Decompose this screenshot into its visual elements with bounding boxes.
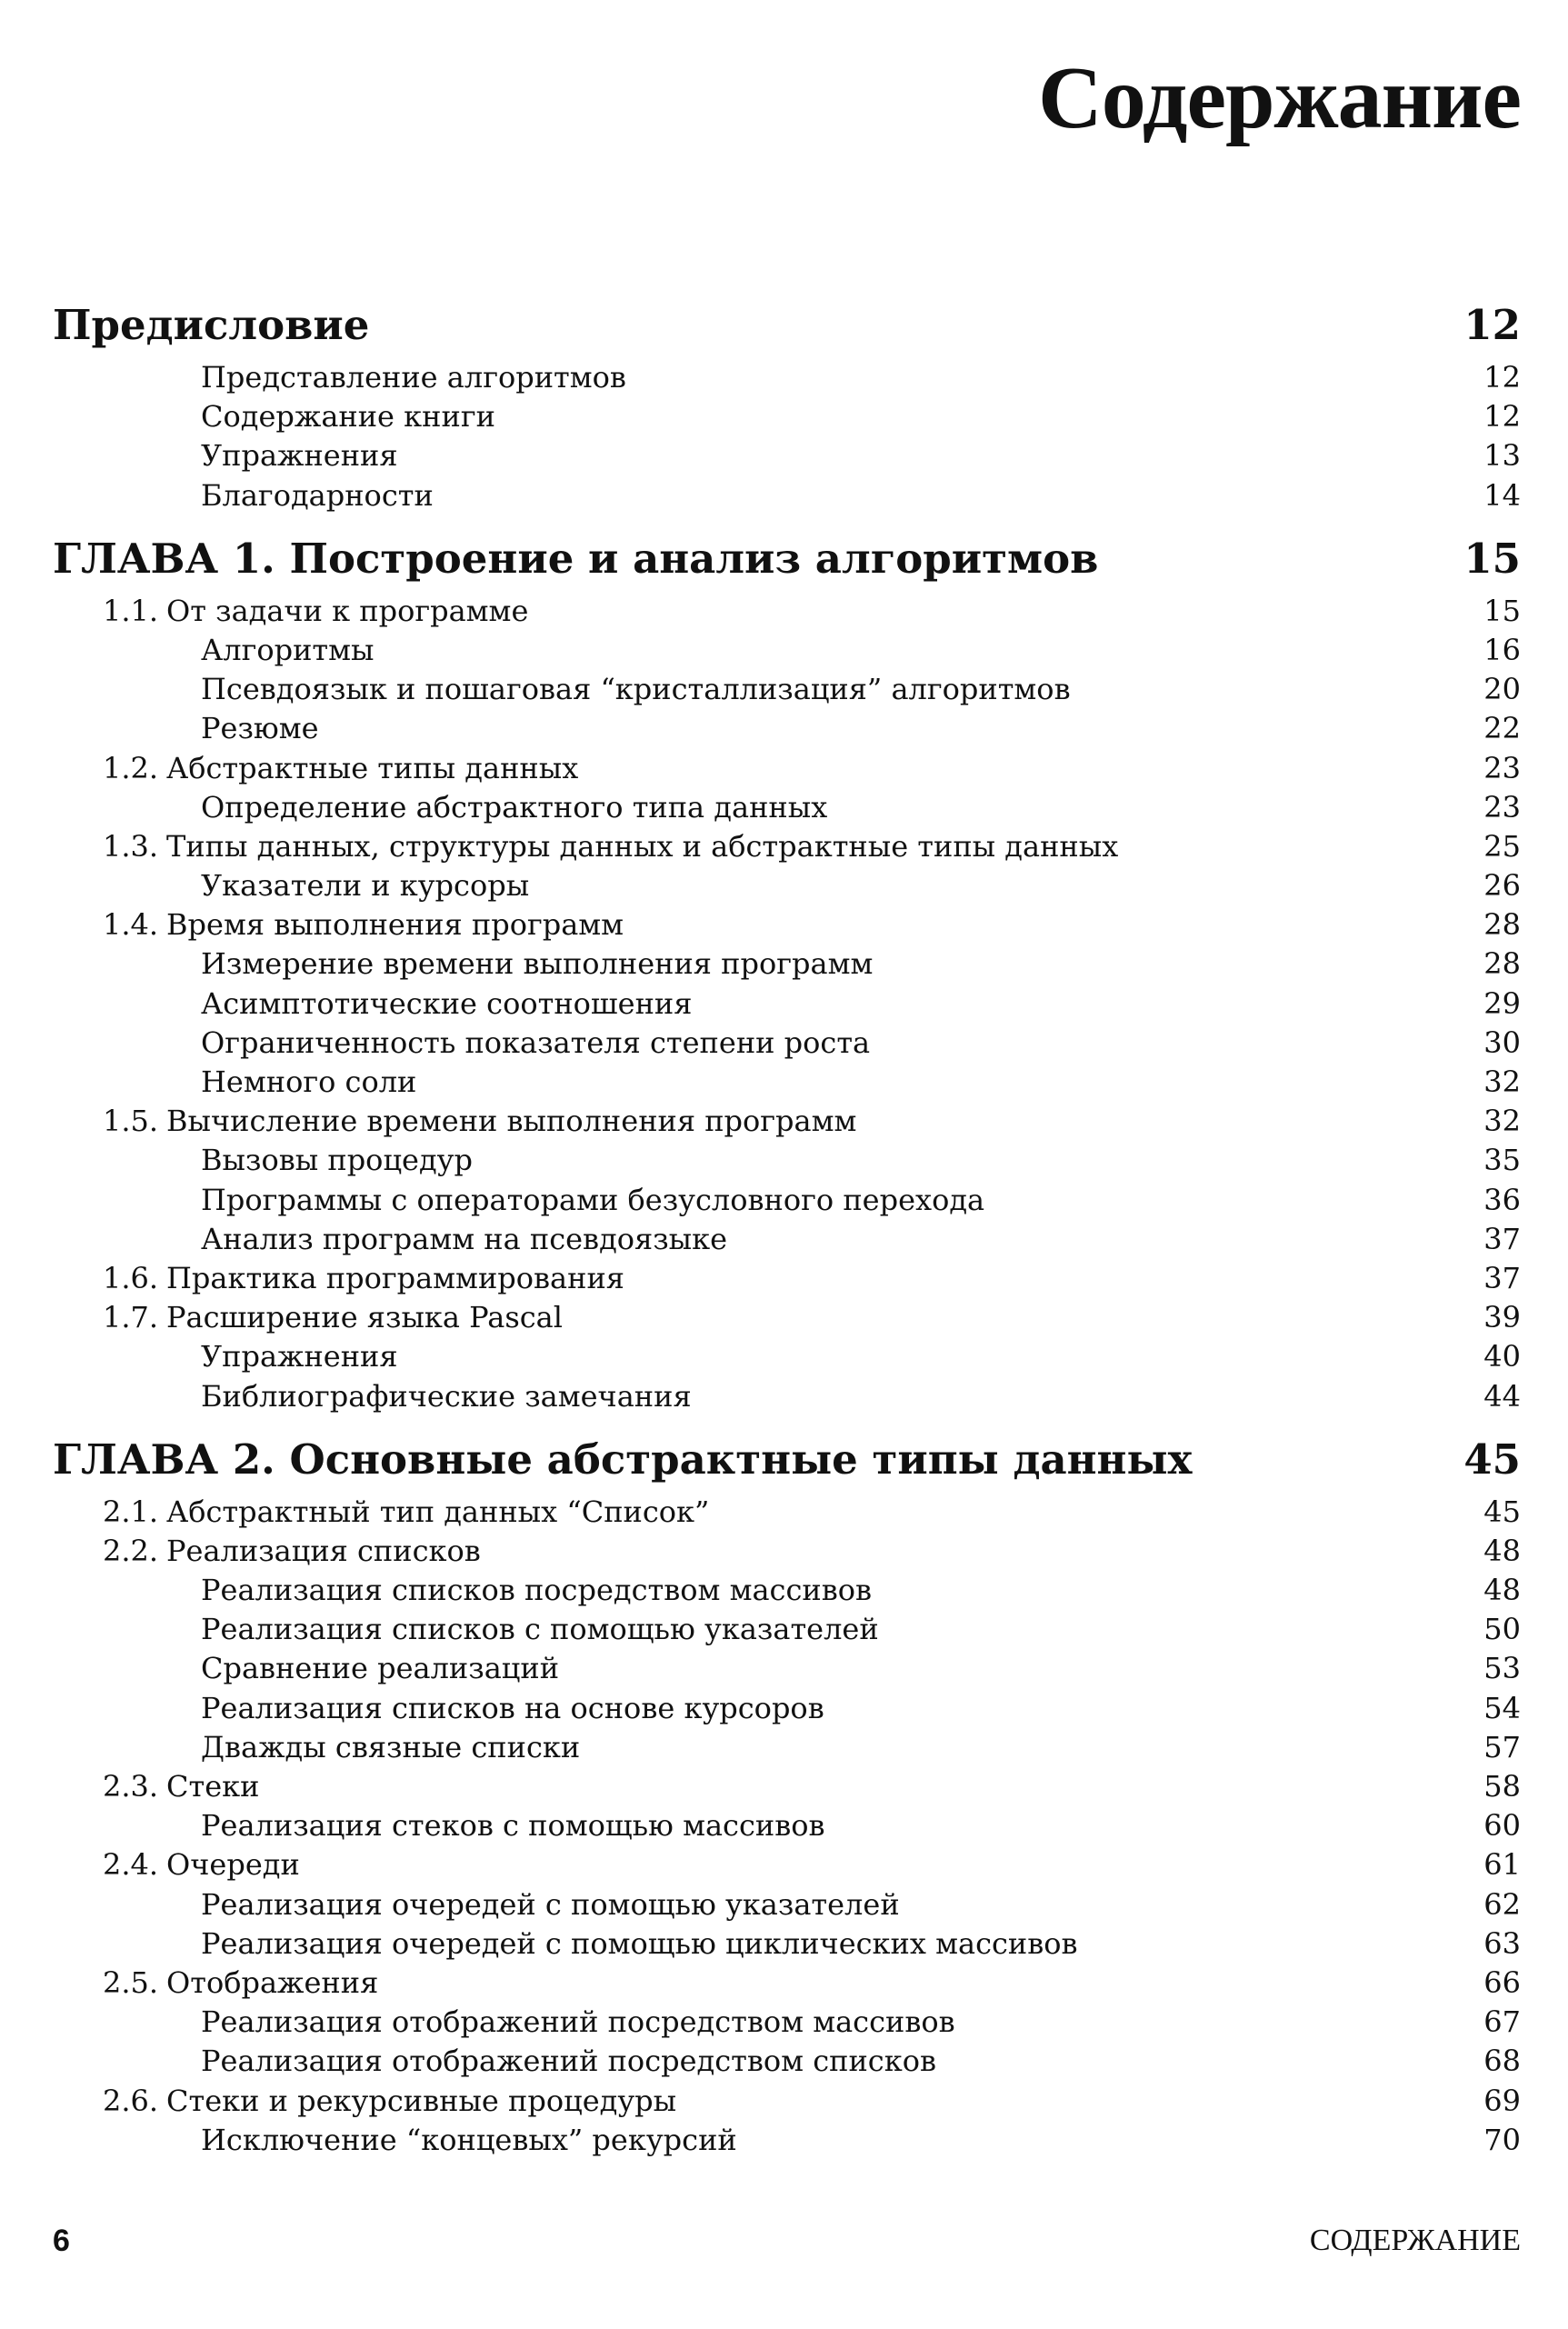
toc-subsection[interactable] — [53, 1493, 1521, 1532]
page-number: 6 — [53, 2224, 70, 2258]
subsection-label — [53, 1259, 624, 1298]
toc-subsection[interactable] — [53, 1964, 1521, 2003]
entry-page-number: 35 — [1483, 1143, 1521, 1178]
toc-section-heading[interactable] — [53, 526, 1521, 592]
toc-entry[interactable] — [53, 1728, 1521, 1767]
entry-title: Резюме — [201, 711, 319, 746]
entry-page-number: 12 — [1483, 360, 1521, 395]
entry-page-number: 37 — [1483, 1260, 1521, 1295]
toc-entry[interactable] — [53, 1689, 1521, 1728]
toc-entry[interactable] — [53, 1610, 1521, 1649]
entry-title: Упражнения — [201, 1339, 398, 1374]
entry-page-number: 48 — [1483, 1533, 1521, 1568]
entry-page-number: 66 — [1483, 1964, 1521, 2000]
entry-page-number: 12 — [1483, 399, 1521, 435]
subsection-label — [53, 749, 578, 788]
page-title: Содержание — [1037, 49, 1521, 147]
toc-entry[interactable] — [53, 2042, 1521, 2081]
entry-title: Сравнение реализаций — [201, 1651, 560, 1686]
toc-entry[interactable] — [53, 1063, 1521, 1102]
entry-title: Реализация списков с помощью указателей — [201, 1612, 879, 1647]
entry-title: Библиографические замечания — [201, 1378, 692, 1414]
section-page-number: 15 — [1463, 534, 1521, 583]
entry-page-number: 32 — [1483, 1065, 1521, 1099]
section-heading-text: Предисловие — [53, 301, 370, 349]
entry-page-number: 60 — [1483, 1808, 1521, 1844]
entry-page-number: 58 — [1483, 1769, 1521, 1804]
subsection-title: Стеки — [166, 1769, 260, 1804]
toc-entry[interactable] — [53, 709, 1521, 748]
entry-page-number: 61 — [1483, 1847, 1521, 1883]
toc-section-heading[interactable] — [53, 1427, 1521, 1493]
subsection-title: Реализация списков — [166, 1533, 481, 1568]
toc-entry[interactable] — [53, 1806, 1521, 1845]
toc-entry[interactable] — [53, 1141, 1521, 1180]
entry-page-number: 32 — [1483, 1104, 1521, 1139]
toc-entry[interactable] — [53, 1571, 1521, 1610]
entry-title: Асимптотические соотношения — [201, 985, 693, 1021]
subsection-title: Практика программирования — [166, 1260, 624, 1295]
subsection-title: Время выполнения программ — [166, 907, 624, 943]
entry-page-number: 37 — [1483, 1221, 1521, 1256]
subsection-label — [53, 1102, 856, 1141]
subsection-number: 1.3. — [103, 828, 159, 864]
subsection-number: 2.5. — [103, 1964, 159, 2000]
entry-title: Упражнения — [201, 438, 398, 474]
entry-page-number: 40 — [1483, 1339, 1521, 1374]
toc-entry[interactable] — [53, 1024, 1521, 1063]
entry-page-number: 28 — [1483, 946, 1521, 982]
subsection-number: 2.4. — [103, 1847, 159, 1883]
entry-page-number: 26 — [1483, 868, 1521, 904]
subsection-title: Отображения — [166, 1964, 379, 2000]
subsection-number: 1.5. — [103, 1104, 159, 1139]
subsection-label — [53, 905, 624, 945]
subsection-label — [53, 1493, 709, 1532]
entry-title: Реализация очередей с помощью указателей — [201, 1886, 900, 1922]
toc-subsection[interactable] — [53, 592, 1521, 631]
section-gap — [53, 1416, 1521, 1427]
subsection-title: Стеки и рекурсивные процедуры — [166, 2083, 677, 2118]
subsection-title: От задачи к программе — [166, 593, 529, 628]
toc-subsection[interactable] — [53, 827, 1521, 866]
entry-page-number: 16 — [1483, 632, 1521, 667]
toc-entry[interactable] — [53, 788, 1521, 827]
entry-title: Содержание книги — [201, 399, 495, 435]
toc-entry[interactable] — [53, 631, 1521, 670]
entry-title: Ограниченность показателя степени роста — [201, 1025, 871, 1060]
entry-title: Программы с операторами безусловного перехода — [201, 1182, 985, 1217]
subsection-number: 1.6. — [103, 1260, 159, 1295]
subsection-title: Типы данных, структуры данных и абстрактные типы данных — [166, 828, 1119, 864]
toc-entry[interactable] — [53, 2003, 1521, 2042]
entry-title: Реализация очередей с помощью циклических массивов — [201, 1925, 1078, 1961]
section-gap — [53, 515, 1521, 526]
toc-subsection[interactable] — [53, 905, 1521, 945]
entry-title: Реализация отображений посредством списков — [201, 2044, 936, 2079]
subsection-title: Абстрактный тип данных “Список” — [166, 1494, 710, 1529]
entry-title: Псевдоязык и пошаговая “кристаллизация” алгоритмов — [201, 672, 1071, 707]
subsection-number: 2.6. — [103, 2083, 159, 2118]
toc-entry[interactable] — [53, 1649, 1521, 1688]
toc-entry[interactable] — [53, 397, 1521, 436]
entry-title: Исключение “концевых” рекурсий — [201, 2122, 737, 2157]
entry-page-number: 23 — [1483, 789, 1521, 825]
toc-section-heading[interactable] — [53, 293, 1521, 358]
table-of-contents — [53, 293, 1521, 2160]
entry-page-number: 25 — [1483, 828, 1521, 864]
entry-title: Дважды связные списки — [201, 1729, 581, 1764]
toc-entry[interactable] — [53, 985, 1521, 1024]
subsection-label — [53, 1767, 259, 1806]
section-page-number: 45 — [1463, 1434, 1521, 1484]
subsection-label — [53, 1532, 481, 1571]
entry-title: Реализация стеков с помощью массивов — [201, 1808, 825, 1844]
entry-title: Представление алгоритмов — [201, 360, 626, 395]
toc-entry[interactable] — [53, 866, 1521, 905]
subsection-label — [53, 827, 1118, 866]
toc-subsection[interactable] — [53, 1845, 1521, 1884]
toc-entry[interactable] — [53, 2121, 1521, 2160]
subsection-title: Очереди — [166, 1847, 300, 1883]
subsection-label — [53, 1964, 378, 2003]
toc-subsection[interactable] — [53, 1298, 1521, 1337]
subsection-label — [53, 2082, 676, 2121]
entry-title: Алгоритмы — [201, 632, 375, 667]
subsection-label — [53, 1845, 300, 1884]
subsection-number: 1.1. — [103, 593, 159, 628]
entry-page-number: 22 — [1483, 711, 1521, 746]
section-heading-text: ГЛАВА 2. Основные абстрактные типы данных — [53, 1434, 1193, 1484]
entry-page-number: 28 — [1483, 907, 1521, 943]
section-heading-text: ГЛАВА 1. Построение и анализ алгоритмов — [53, 534, 1099, 583]
entry-title: Вызовы процедур — [201, 1143, 473, 1178]
entry-page-number: 30 — [1483, 1025, 1521, 1060]
toc-entry[interactable] — [53, 1885, 1521, 1924]
subsection-number: 2.1. — [103, 1494, 159, 1529]
toc-subsection[interactable] — [53, 749, 1521, 788]
entry-page-number: 68 — [1483, 2044, 1521, 2079]
entry-page-number: 57 — [1483, 1729, 1521, 1764]
toc-entry[interactable] — [53, 670, 1521, 709]
toc-subsection[interactable] — [53, 1767, 1521, 1806]
entry-page-number: 45 — [1483, 1494, 1521, 1529]
toc-entry[interactable] — [53, 436, 1521, 475]
toc-entry[interactable] — [53, 1924, 1521, 1964]
entry-page-number: 39 — [1483, 1300, 1521, 1335]
entry-page-number: 23 — [1483, 750, 1521, 785]
entry-page-number: 13 — [1483, 438, 1521, 474]
toc-entry[interactable] — [53, 1181, 1521, 1220]
toc-subsection[interactable] — [53, 1532, 1521, 1571]
subsection-title: Абстрактные типы данных — [166, 750, 579, 785]
toc-subsection[interactable] — [53, 1102, 1521, 1141]
toc-entry[interactable] — [53, 1220, 1521, 1259]
entry-page-number: 29 — [1483, 985, 1521, 1021]
entry-page-number: 62 — [1483, 1886, 1521, 1922]
subsection-number: 1.2. — [103, 750, 159, 785]
entry-page-number: 14 — [1483, 477, 1521, 513]
entry-title: Реализация списков на основе курсоров — [201, 1690, 824, 1725]
entry-page-number: 53 — [1483, 1651, 1521, 1686]
entry-page-number: 67 — [1483, 2004, 1521, 2040]
entry-page-number: 69 — [1483, 2083, 1521, 2118]
entry-page-number: 44 — [1483, 1378, 1521, 1414]
toc-subsection[interactable] — [53, 1259, 1521, 1298]
subsection-number: 1.4. — [103, 907, 159, 943]
entry-title: Определение абстрактного типа данных — [201, 789, 828, 825]
entry-page-number: 48 — [1483, 1573, 1521, 1608]
entry-title: Указатели и курсоры — [201, 868, 530, 904]
section-page-number: 12 — [1463, 301, 1521, 349]
entry-page-number: 54 — [1483, 1690, 1521, 1725]
subsection-label — [53, 1298, 563, 1337]
entry-title: Благодарности — [201, 477, 434, 513]
toc-entry[interactable] — [53, 476, 1521, 515]
toc-entry[interactable] — [53, 1337, 1521, 1376]
toc-entry[interactable] — [53, 945, 1521, 984]
entry-page-number: 15 — [1483, 593, 1521, 628]
running-title: СОДЕРЖАНИЕ — [1309, 2224, 1521, 2257]
subsection-title: Расширение языка Pascal — [166, 1300, 563, 1335]
subsection-title: Вычисление времени выполнения программ — [166, 1104, 857, 1139]
entry-page-number: 63 — [1483, 1925, 1521, 1961]
subsection-label — [53, 592, 528, 631]
entry-page-number: 50 — [1483, 1612, 1521, 1647]
toc-entry[interactable] — [53, 358, 1521, 397]
subsection-number: 1.7. — [103, 1300, 159, 1335]
entry-title: Немного соли — [201, 1065, 417, 1099]
subsection-number: 2.3. — [103, 1769, 159, 1804]
toc-entry[interactable] — [53, 1377, 1521, 1416]
subsection-number: 2.2. — [103, 1533, 159, 1568]
entry-title: Реализация списков посредством массивов — [201, 1573, 872, 1608]
toc-subsection[interactable] — [53, 2082, 1521, 2121]
entry-page-number: 36 — [1483, 1182, 1521, 1217]
entry-title: Реализация отображений посредством массивов — [201, 2004, 955, 2040]
entry-title: Анализ программ на псевдоязыке — [201, 1221, 728, 1256]
entry-page-number: 70 — [1483, 2122, 1521, 2157]
entry-page-number: 20 — [1483, 672, 1521, 707]
entry-title: Измерение времени выполнения программ — [201, 946, 874, 982]
